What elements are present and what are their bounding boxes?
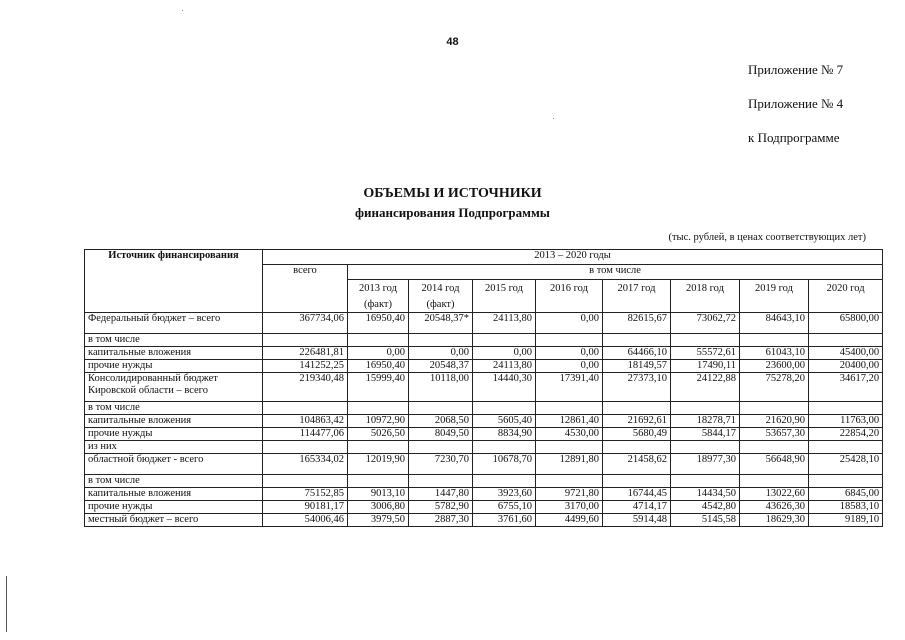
row-value: 18583,10 xyxy=(809,501,883,514)
row-value xyxy=(409,402,473,415)
row-value xyxy=(473,402,536,415)
row-value: 4542,80 xyxy=(671,501,740,514)
row-value: 9721,80 xyxy=(536,488,603,501)
row-value: 4714,17 xyxy=(603,501,671,514)
row-label: местный бюджет – всего xyxy=(85,514,263,527)
header-year-label: 2018 год xyxy=(686,283,724,294)
header-year-label: 2015 год xyxy=(485,283,523,294)
row-value: 75152,85 xyxy=(263,488,348,501)
row-value xyxy=(603,334,671,347)
row-value xyxy=(348,475,409,488)
row-value: 4530,00 xyxy=(536,428,603,441)
row-label: прочие нужды xyxy=(85,501,263,514)
row-value: 9189,10 xyxy=(809,514,883,527)
header-year xyxy=(740,280,809,313)
table-row xyxy=(85,441,883,454)
row-value xyxy=(409,334,473,347)
document-title: ОБЪЕМЫ И ИСТОЧНИКИ xyxy=(363,186,542,201)
row-label: прочие нужды xyxy=(85,360,263,373)
header-year-label: 2019 год xyxy=(755,283,793,294)
row-value: 0,00 xyxy=(536,313,603,334)
row-value: 61043,10 xyxy=(740,347,809,360)
financing-table xyxy=(84,249,883,527)
row-value: 20548,37* xyxy=(409,313,473,334)
row-value: 56648,90 xyxy=(740,454,809,475)
row-value: 3761,60 xyxy=(473,514,536,527)
row-value: 6845,00 xyxy=(809,488,883,501)
header-year-label: 2013 год xyxy=(359,283,397,294)
row-value: 18278,71 xyxy=(671,415,740,428)
row-value xyxy=(263,441,348,454)
row-value: 90181,17 xyxy=(263,501,348,514)
appendix-line-1: Приложение № 7 xyxy=(748,62,844,77)
header-year-note xyxy=(606,297,667,312)
row-value xyxy=(809,475,883,488)
row-value: 0,00 xyxy=(409,347,473,360)
table-row xyxy=(85,488,883,501)
row-value: 12019,90 xyxy=(348,454,409,475)
row-value: 9013,10 xyxy=(348,488,409,501)
row-value: 165334,02 xyxy=(263,454,348,475)
scan-speck xyxy=(553,118,554,119)
header-year xyxy=(348,280,409,313)
row-label: капитальные вложения xyxy=(85,347,263,360)
header-year xyxy=(536,280,603,313)
appendix-line-3: к Подпрограмме xyxy=(748,130,840,145)
row-value: 84643,10 xyxy=(740,313,809,334)
row-value: 24113,80 xyxy=(473,360,536,373)
header-year-note xyxy=(743,297,805,312)
row-value: 5145,58 xyxy=(671,514,740,527)
row-value: 18977,30 xyxy=(671,454,740,475)
header-year-note xyxy=(539,297,599,312)
row-value xyxy=(740,402,809,415)
table-row xyxy=(85,415,883,428)
row-label: областной бюджет - всего xyxy=(85,454,263,475)
header-year-note: (факт) xyxy=(363,299,392,310)
row-value: 4499,60 xyxy=(536,514,603,527)
row-value xyxy=(473,441,536,454)
row-value: 16950,40 xyxy=(348,360,409,373)
row-value: 12891,80 xyxy=(536,454,603,475)
row-value: 27373,10 xyxy=(603,373,671,402)
table-row xyxy=(85,360,883,373)
row-value: 34617,20 xyxy=(809,373,883,402)
header-year-note xyxy=(476,297,532,312)
page-number: 48 xyxy=(446,36,459,48)
row-value: 5782,90 xyxy=(409,501,473,514)
row-label: Консолидированный бюджет Кировской области – всего xyxy=(85,373,263,402)
row-value: 20400,00 xyxy=(809,360,883,373)
row-value: 55572,61 xyxy=(671,347,740,360)
row-value: 114477,06 xyxy=(263,428,348,441)
row-value: 367734,06 xyxy=(263,313,348,334)
row-value: 16744,45 xyxy=(603,488,671,501)
row-value: 219340,48 xyxy=(263,373,348,402)
row-value xyxy=(603,402,671,415)
row-value: 5680,49 xyxy=(603,428,671,441)
header-year-note xyxy=(812,297,879,312)
row-value xyxy=(671,441,740,454)
table-row xyxy=(85,514,883,527)
row-value: 3923,60 xyxy=(473,488,536,501)
row-value: 24122,88 xyxy=(671,373,740,402)
table-row xyxy=(85,334,883,347)
row-value: 5844,17 xyxy=(671,428,740,441)
row-value: 53657,30 xyxy=(740,428,809,441)
row-value: 43626,30 xyxy=(740,501,809,514)
row-value: 8049,50 xyxy=(409,428,473,441)
row-value: 64466,10 xyxy=(603,347,671,360)
row-value xyxy=(536,475,603,488)
scan-speck xyxy=(182,10,183,11)
row-value: 0,00 xyxy=(348,347,409,360)
row-value xyxy=(409,475,473,488)
header-year-label: 2016 год xyxy=(550,283,588,294)
table-row xyxy=(85,402,883,415)
row-label: капитальные вложения xyxy=(85,415,263,428)
row-value xyxy=(263,402,348,415)
row-value: 10118,00 xyxy=(409,373,473,402)
row-value xyxy=(473,475,536,488)
header-year xyxy=(671,280,740,313)
table-row xyxy=(85,313,883,334)
row-value: 15999,40 xyxy=(348,373,409,402)
row-value: 54006,46 xyxy=(263,514,348,527)
row-value xyxy=(809,334,883,347)
row-value xyxy=(603,441,671,454)
row-value xyxy=(348,402,409,415)
table-body xyxy=(85,250,883,527)
row-value: 3979,50 xyxy=(348,514,409,527)
row-value xyxy=(263,334,348,347)
row-value: 10972,90 xyxy=(348,415,409,428)
row-value: 0,00 xyxy=(536,360,603,373)
row-label: капитальные вложения xyxy=(85,488,263,501)
row-value xyxy=(348,441,409,454)
header-total: всего xyxy=(263,265,348,313)
row-value xyxy=(809,441,883,454)
row-value: 3170,00 xyxy=(536,501,603,514)
row-value: 18629,30 xyxy=(740,514,809,527)
row-value xyxy=(809,402,883,415)
header-year xyxy=(409,280,473,313)
row-value: 21692,61 xyxy=(603,415,671,428)
row-value xyxy=(536,402,603,415)
row-label: прочие нужды xyxy=(85,428,263,441)
row-value xyxy=(740,441,809,454)
row-value: 23600,00 xyxy=(740,360,809,373)
row-value: 18149,57 xyxy=(603,360,671,373)
row-label: в том числе xyxy=(85,475,263,488)
row-value xyxy=(740,334,809,347)
row-value: 3006,80 xyxy=(348,501,409,514)
row-value: 13022,60 xyxy=(740,488,809,501)
row-value: 22854,20 xyxy=(809,428,883,441)
header-year-note xyxy=(674,297,736,312)
row-value: 7230,70 xyxy=(409,454,473,475)
row-label: в том числе xyxy=(85,402,263,415)
appendix-line-2: Приложение № 4 xyxy=(748,96,844,111)
row-value: 21620,90 xyxy=(740,415,809,428)
row-value: 141252,25 xyxy=(263,360,348,373)
header-period: 2013 – 2020 годы xyxy=(263,250,883,265)
row-value: 14440,30 xyxy=(473,373,536,402)
row-value: 8834,90 xyxy=(473,428,536,441)
row-value: 12861,40 xyxy=(536,415,603,428)
row-value: 1447,80 xyxy=(409,488,473,501)
row-value: 5605,40 xyxy=(473,415,536,428)
margin-mark xyxy=(6,576,7,632)
row-value: 5026,50 xyxy=(348,428,409,441)
row-value: 11763,00 xyxy=(809,415,883,428)
row-value: 2068,50 xyxy=(409,415,473,428)
row-value: 24113,80 xyxy=(473,313,536,334)
table-row xyxy=(85,475,883,488)
header-source: Источник финансирования xyxy=(85,250,263,313)
header-row-1 xyxy=(85,250,883,265)
row-value xyxy=(671,475,740,488)
row-value: 75278,20 xyxy=(740,373,809,402)
units-note: (тыс. рублей, в ценах соответствующих лет) xyxy=(668,232,866,243)
row-value: 16950,40 xyxy=(348,313,409,334)
row-value: 21458,62 xyxy=(603,454,671,475)
row-value xyxy=(263,475,348,488)
row-value: 25428,10 xyxy=(809,454,883,475)
row-value xyxy=(740,475,809,488)
row-value: 2887,30 xyxy=(409,514,473,527)
row-value xyxy=(473,334,536,347)
row-value: 45400,00 xyxy=(809,347,883,360)
row-value: 0,00 xyxy=(473,347,536,360)
row-value xyxy=(671,402,740,415)
row-value: 104863,42 xyxy=(263,415,348,428)
header-year xyxy=(473,280,536,313)
table-row xyxy=(85,501,883,514)
row-value xyxy=(536,334,603,347)
table-row xyxy=(85,454,883,475)
document-subtitle: финансирования Подпрограммы xyxy=(355,205,550,220)
row-value: 65800,00 xyxy=(809,313,883,334)
header-year xyxy=(603,280,671,313)
row-value xyxy=(671,334,740,347)
table-row xyxy=(85,428,883,441)
table-row xyxy=(85,347,883,360)
header-year xyxy=(809,280,883,313)
row-value: 10678,70 xyxy=(473,454,536,475)
row-value: 5914,48 xyxy=(603,514,671,527)
row-label: Федеральный бюджет – всего xyxy=(85,313,263,334)
row-value: 17490,11 xyxy=(671,360,740,373)
row-value: 17391,40 xyxy=(536,373,603,402)
row-value xyxy=(348,334,409,347)
row-value xyxy=(603,475,671,488)
header-year-label: 2014 год xyxy=(421,283,460,294)
row-value: 14434,50 xyxy=(671,488,740,501)
row-value xyxy=(409,441,473,454)
row-value: 20548,37 xyxy=(409,360,473,373)
header-including: в том числе xyxy=(348,265,883,280)
row-value: 226481,81 xyxy=(263,347,348,360)
row-value xyxy=(536,441,603,454)
row-value: 0,00 xyxy=(536,347,603,360)
row-value: 82615,67 xyxy=(603,313,671,334)
row-value: 6755,10 xyxy=(473,501,536,514)
row-label: в том числе xyxy=(85,334,263,347)
table-row xyxy=(85,373,883,402)
header-year-label: 2017 год xyxy=(617,283,656,294)
row-label: из них xyxy=(85,441,263,454)
header-year-note: (факт) xyxy=(426,299,455,310)
row-value: 73062,72 xyxy=(671,313,740,334)
header-year-label: 2020 год xyxy=(826,283,865,294)
